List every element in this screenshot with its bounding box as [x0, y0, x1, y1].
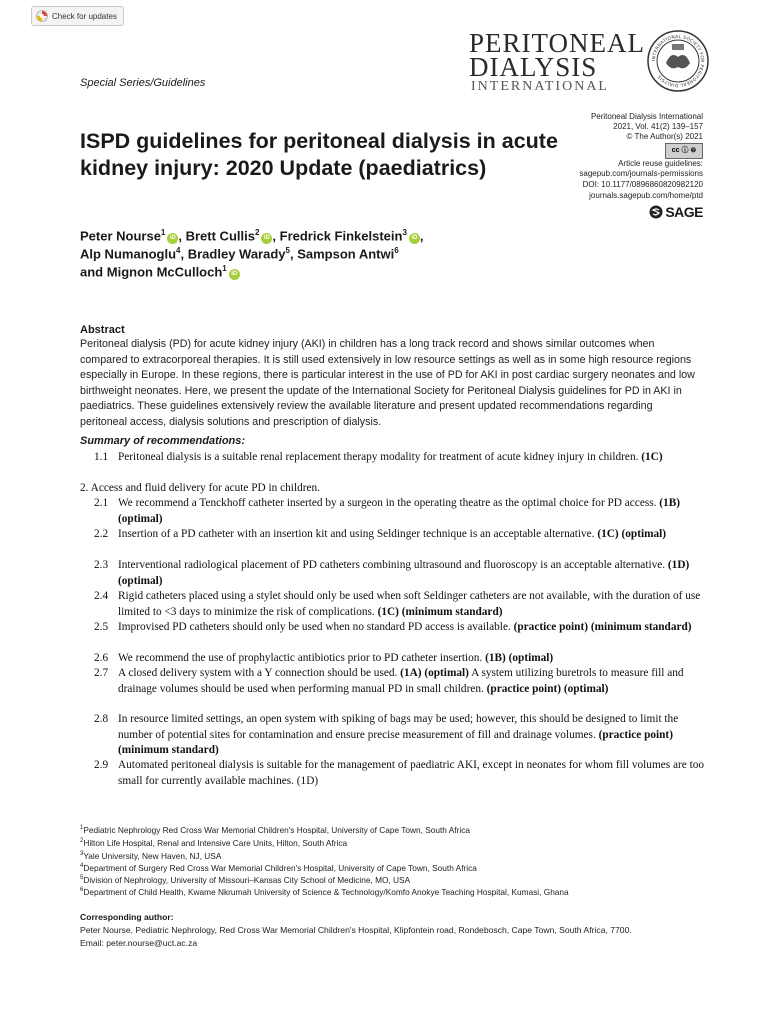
journal-name-line2: DIALYSIS — [469, 52, 598, 82]
recommendation-2-3 — [94, 558, 706, 589]
affil-text: Pediatric Nephrology Red Cross War Memorial Children's Hospital, University of Cape Town, South Africa — [83, 824, 470, 835]
rec-tag: (optimal) — [424, 667, 469, 679]
rec-number: 2.3 — [94, 559, 109, 571]
author-affil-sup: 2 — [254, 228, 260, 237]
orcid-icon[interactable]: iD — [261, 233, 272, 244]
recommendation-2-1 — [94, 496, 706, 527]
sage-wordmark: SAGE — [665, 204, 703, 220]
rec-number: 2.2 — [94, 528, 109, 540]
rec-grade: (practice point) — [598, 728, 673, 741]
author-name: Fredrick Finkelstein — [279, 228, 403, 244]
series-label: Special Series/Guidelines — [80, 77, 206, 89]
info-reuse-label: Article reuse guidelines: — [618, 159, 703, 168]
affiliation-4 — [80, 861, 477, 874]
rec-text: Improvised PD catheters should only be used when no standard PD access is available. — [118, 621, 511, 633]
rec-number: 2.6 — [94, 652, 109, 664]
rec-text: Insertion of a PD catheter with an insertion kit and using Seldinger technique is an acceptable alternative. — [118, 528, 595, 540]
rec-grade: (1D) — [667, 559, 690, 571]
abstract-body: Peritoneal dialysis (PD) for acute kidney injury (AKI) in children has a long track record and shows similar outcomes when compared to extracorporeal therapies. It is still used extensively in low resource settings as well as in some high resource regions especially in Europe. In these regions, there is particular interest in the use of PD for AKI in post cardiac surgery neonates and low birthweight neonates. Here, we present the update of the International Society for Peritoneal Dialysis guidelines for PD in AKI in paediatrics. These guidelines extensively review the available literature and present updated recommendations regarding peritoneal access, dialysis solutions and prescription of dialysis. — [80, 338, 695, 428]
rec-grade: (1B) — [485, 652, 506, 664]
author-conjunction: and — [80, 264, 104, 280]
rec-text: Rigid catheters placed using a stylet should only be used when soft Seldinger catheters are not available, with the duration of use limited to <3 days to minimize the risk of complications. — [118, 590, 701, 618]
recommendation-2-8 — [94, 712, 706, 759]
affil-text: Yale University, New Haven, NJ, USA — [83, 850, 222, 861]
rec-tag: (optimal) — [118, 512, 163, 525]
rec-text: A closed delivery system with a Y connection should be used. — [118, 667, 398, 679]
summary-heading: Summary of recommendations: — [80, 435, 246, 447]
affil-text: Department of Child Health, Kwame Nkrumah University of Science & Technology/Komfo Anokye Teaching Hospital, Kumasi, Ghana — [83, 886, 569, 897]
recommendation-2-9 — [94, 758, 706, 789]
rec-text: In resource limited settings, an open system with spiking of bags may be used; however, this should be designed to limit the number of potential sites for contamination and ensure precise measurement of fill and drainage volumes. — [118, 713, 679, 741]
rec-tag: (optimal) — [621, 528, 667, 540]
rec-number: 2.7 — [94, 667, 109, 679]
crossmark-icon — [36, 10, 48, 22]
affiliation-6 — [80, 885, 569, 898]
abstract-heading: Abstract — [80, 324, 125, 336]
corresponding-author-heading: Corresponding author: — [80, 912, 174, 922]
cc-license-badge[interactable]: cc ⓘ ⊜ — [665, 143, 703, 159]
author-affil-sup: 4 — [176, 246, 181, 255]
corresponding-author-email[interactable]: Email: peter.nourse@uct.ac.za — [80, 938, 198, 948]
rec-grade: (practice point) — [486, 682, 562, 695]
recommendation-2-5 — [94, 620, 706, 636]
affil-text: Department of Surgery Red Cross War Memorial Children's Hospital, University of Cape Town, South Africa — [83, 862, 477, 873]
rec-grade: (1A) — [400, 667, 422, 679]
info-home-link[interactable]: journals.sagepub.com/home/ptd — [589, 191, 703, 200]
rec-text: We recommend a Tenckhoff catheter inserted by a surgeon in the operating theatre as the optimal choice for PD access. — [118, 497, 657, 509]
affil-sup: 4 — [80, 863, 84, 869]
info-doi[interactable]: DOI: 10.1177/0896860820982120 — [582, 180, 703, 189]
orcid-icon[interactable]: iD — [167, 233, 178, 244]
author-name: Bradley Warady — [187, 246, 286, 262]
rec-number: 2.8 — [94, 713, 109, 725]
author-name: Sampson Antwi — [297, 246, 395, 262]
rec-text: Peritoneal dialysis is a suitable renal replacement therapy modality for treatment of acute kidney injury in children. — [118, 451, 639, 463]
author-name: Peter Nourse — [80, 228, 161, 244]
rec-tag: (minimum standard) — [401, 605, 503, 618]
affiliation-2 — [80, 836, 347, 849]
author-affil-sup: 3 — [402, 228, 407, 237]
affil-sup: 1 — [80, 825, 84, 831]
rec-number: 1.1 — [94, 451, 109, 463]
rec-grade: (1C) — [641, 451, 663, 463]
affil-sup: 2 — [80, 838, 84, 844]
author-affil-sup: 1 — [160, 228, 166, 237]
recommendation-2-4 — [94, 589, 706, 620]
article-title: ISPD guidelines for peritoneal dialysis in acute kidney injury: 2020 Update (paediatrics) — [80, 129, 558, 180]
affiliation-1 — [80, 823, 470, 836]
recommendation-2-heading: 2. Access and fluid delivery for acute PD in children. — [80, 482, 320, 494]
rec-number: 2.1 — [94, 497, 109, 509]
orcid-icon[interactable]: iD — [229, 269, 240, 280]
affil-sup: 3 — [80, 851, 84, 857]
rec-tag: (optimal) — [563, 682, 609, 695]
authors-line-3 — [80, 261, 240, 280]
author-affil-sup: 5 — [285, 246, 290, 255]
rec-text: A system utilizing buretrols to measure fill and drainage volumes should be used when performing manual PD in small children. — [118, 667, 684, 695]
rec-number: 2.9 — [94, 759, 109, 771]
author-name: Brett Cullis — [185, 228, 255, 244]
corresponding-author-address: Peter Nourse, Pediatric Nephrology, Red Cross War Memorial Children's Hospital, Klipfontein road, Rondebosch, Cape Town, South Africa, 7700. — [80, 925, 632, 935]
affil-text: Division of Nephrology, University of Missouri–Kansas City School of Medicine, MO, USA — [83, 874, 411, 885]
info-reuse-link[interactable]: sagepub.com/journals-permissions — [579, 169, 703, 178]
authors-line-2: Alp Numanoglu$^4$, Bradley Warady$^5$, Sampson Antwi$^6$ — [80, 246, 399, 262]
rec-tag: (optimal) — [508, 652, 554, 664]
ispd-seal-logo — [647, 30, 709, 92]
affil-sup: 6 — [80, 887, 84, 893]
info-volume: 2021, Vol. 41(2) 139–157 — [613, 122, 703, 131]
rec-tag: (minimum standard) — [590, 621, 692, 633]
sage-mark-icon — [649, 205, 663, 219]
rec-grade: (practice point) — [513, 621, 588, 633]
recommendation-1-1 — [94, 450, 706, 466]
author-affil-sup: 6 — [394, 246, 399, 255]
rec-number: 2.5 — [94, 621, 109, 633]
orcid-icon[interactable]: iD — [409, 233, 420, 244]
rec-grade: (1C) — [597, 528, 619, 540]
journal-name-line1: PERITONEAL — [469, 28, 645, 58]
rec-number: 2.4 — [94, 590, 109, 602]
recommendation-2-6 — [94, 651, 706, 667]
check-for-updates-button[interactable] — [31, 6, 124, 26]
seal-text: INTERNATIONAL SOCIETY FOR PERITONEAL DIALYSIS — [651, 34, 705, 88]
authors-line-1: Peter Nourse$^1$iD , Brett Cullis$^2$iD , Fredrick Finkelstein$^3$iD , — [80, 228, 424, 244]
author-name: Mignon McCulloch — [106, 264, 223, 280]
check-for-updates-label: Check for updates — [52, 11, 117, 21]
rec-tag: (minimum standard) — [118, 744, 219, 756]
info-copyright: © The Author(s) 2021 — [626, 132, 703, 141]
affil-text: Hilton Life Hospital, Renal and Intensive Care Units, Hilton, South Africa — [83, 837, 348, 848]
affiliation-5 — [80, 873, 410, 886]
rec-grade: (1B) — [659, 497, 681, 509]
rec-tag: (optimal) — [118, 574, 163, 587]
affil-sup: 5 — [80, 875, 84, 881]
author-affil-sup: 1 — [222, 264, 227, 273]
recommendation-2-7 — [94, 666, 706, 697]
rec-grade: (1C) — [377, 605, 399, 618]
info-journal: Peritoneal Dialysis International — [590, 112, 703, 121]
recommendation-2-2 — [94, 527, 706, 543]
author-name: Alp Numanoglu — [80, 246, 177, 262]
sage-logo — [649, 204, 703, 220]
rec-text: We recommend the use of prophylactic antibiotics prior to PD catheter insertion. — [118, 652, 483, 664]
rec-text: Automated peritoneal dialysis is suitable for the management of paediatric AKI, except in neonates for whom fill volumes are too small for currently available machines. (1D) — [118, 759, 705, 787]
journal-name-line3: INTERNATIONAL — [471, 79, 609, 94]
affiliation-3 — [80, 849, 221, 862]
rec-text: Interventional radiological placement of PD catheters combining ultrasound and fluoroscopy is an acceptable alternative. — [118, 559, 666, 571]
